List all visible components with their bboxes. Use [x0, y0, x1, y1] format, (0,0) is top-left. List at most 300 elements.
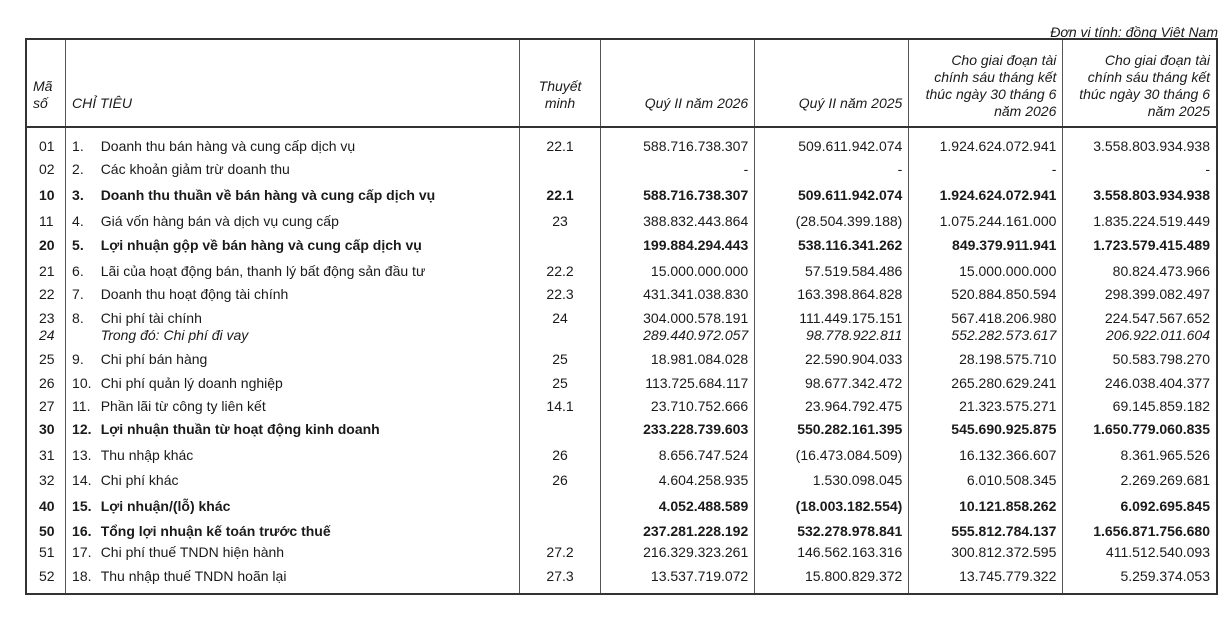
table-row	[26, 213, 1217, 237]
row-q2-2026-value: 4.052.488.589	[658, 498, 749, 514]
row-thuyet-minh	[519, 544, 600, 568]
row-label-value: Thu nhập thuế TNDN hoãn lại	[100, 568, 287, 584]
row-code	[26, 351, 66, 375]
row-h1-2026	[909, 286, 1063, 310]
row-h1-2026	[909, 351, 1063, 375]
row-q2-2025	[755, 310, 909, 351]
row-q2-2026	[601, 568, 755, 594]
row-q2-2026-value: 233.228.739.603	[643, 421, 749, 437]
row-label	[95, 237, 520, 263]
row-thuyet-minh	[519, 398, 600, 421]
row-h1-2025-value: 5.259.374.053	[1120, 568, 1210, 584]
row-thuyet-minh	[519, 568, 600, 594]
row-h1-2026-value: 1.924.624.072.941	[939, 138, 1057, 154]
row-thuyet-minh-value: 22.2	[546, 263, 574, 279]
row-h1-2026-value: -	[1051, 161, 1057, 177]
row-q2-2026-value: 431.341.038.830	[643, 286, 749, 302]
row-q2-2025	[755, 421, 909, 447]
row-code-value: 10	[39, 187, 55, 203]
row-q2-2026	[601, 263, 755, 286]
row-thuyet-minh-value: 25	[552, 375, 568, 391]
row-label	[95, 544, 520, 568]
row-thuyet-minh	[519, 472, 600, 498]
row-q2-2025	[755, 161, 909, 187]
header-q2-2025: Quý II năm 2025	[755, 39, 909, 127]
row-q2-2026	[601, 187, 755, 213]
row-q2-2026-value: 388.832.443.864	[643, 213, 749, 229]
row-h1-2025-value: 80.824.473.966	[1112, 263, 1210, 279]
row-q2-2025	[755, 447, 909, 472]
row-label-sub-value: Trong đó: Chi phí đi vay	[100, 327, 249, 343]
row-label	[95, 398, 520, 421]
row-label-value: Chi phí bán hàng	[100, 351, 208, 367]
row-number-value: 13.	[72, 447, 92, 463]
row-q2-2025	[755, 523, 909, 544]
row-h1-2025	[1063, 523, 1217, 544]
row-label	[95, 447, 520, 472]
row-q2-2025	[755, 375, 909, 398]
row-h1-2025-value: 246.038.404.377	[1104, 375, 1210, 391]
row-number	[66, 447, 95, 472]
row-q2-2026-value: 237.281.228.192	[643, 523, 749, 539]
row-number	[66, 213, 95, 237]
row-h1-2026	[909, 398, 1063, 421]
row-number-value: 15.	[72, 498, 92, 514]
row-h1-2026-value: 28.198.575.710	[959, 351, 1057, 367]
row-code-value: 11	[39, 213, 54, 229]
row-label	[95, 187, 520, 213]
row-number-value: 2.	[72, 161, 84, 177]
row-number	[66, 310, 95, 351]
unit-note: Đơn vị tính: đồng Việt Nam	[1050, 24, 1218, 40]
row-code	[26, 310, 66, 351]
row-q2-2025-value: 550.282.161.395	[797, 421, 903, 437]
row-label-value: Doanh thu bán hàng và cung cấp dịch vụ	[100, 138, 356, 154]
row-h1-2026-value: 555.812.784.137	[951, 523, 1057, 539]
row-h1-2026	[909, 544, 1063, 568]
row-code	[26, 498, 66, 523]
row-h1-2025	[1063, 127, 1217, 161]
row-h1-2026-sub-value: 552.282.573.617	[951, 327, 1057, 343]
row-number-value: 16.	[72, 523, 92, 539]
row-h1-2026-value: 520.884.850.594	[951, 286, 1057, 302]
row-h1-2025-value: 298.399.082.497	[1104, 286, 1210, 302]
row-q2-2026-value: 113.725.684.117	[645, 375, 749, 391]
row-number	[66, 498, 95, 523]
row-q2-2025-value: 538.116.341.262	[797, 237, 903, 253]
row-q2-2026-value: 18.981.084.028	[650, 351, 749, 367]
row-q2-2026-value: 304.000.578.191	[643, 310, 749, 326]
row-number-value: 10.	[72, 375, 92, 391]
row-q2-2026	[601, 498, 755, 523]
row-q2-2025-value: -	[897, 161, 903, 177]
row-q2-2026	[601, 127, 755, 161]
row-h1-2026-value: 567.418.206.980	[951, 310, 1057, 326]
row-h1-2025	[1063, 237, 1217, 263]
row-label	[95, 498, 520, 523]
row-code	[26, 544, 66, 568]
table-row	[26, 187, 1217, 213]
row-q2-2025-value: 532.278.978.841	[797, 523, 903, 539]
row-code	[26, 237, 66, 263]
row-h1-2025	[1063, 447, 1217, 472]
row-h1-2026-value: 16.132.366.607	[959, 447, 1057, 463]
row-q2-2025-value: 1.530.098.045	[812, 472, 903, 488]
row-label-value: Lãi của hoạt động bán, thanh lý bất động sản đầu tư	[100, 263, 426, 279]
row-thuyet-minh	[519, 375, 600, 398]
income-statement-table	[25, 38, 1218, 595]
header-h1-2025: Cho giai đoạn tài chính sáu tháng kết thúc ngày 30 tháng 6 năm 2025	[1063, 39, 1217, 127]
row-h1-2025	[1063, 286, 1217, 310]
row-h1-2026-value: 849.379.911.941	[952, 237, 1057, 253]
row-label	[95, 286, 520, 310]
row-code-value: 23	[39, 310, 55, 326]
row-code	[26, 213, 66, 237]
row-thuyet-minh	[519, 447, 600, 472]
header-row	[26, 39, 1217, 127]
row-q2-2026	[601, 161, 755, 187]
row-q2-2025-value: 98.677.342.472	[804, 375, 903, 391]
row-h1-2025	[1063, 544, 1217, 568]
row-thuyet-minh-value: 27.3	[546, 568, 574, 584]
row-h1-2025-value: 1.723.579.415.489	[1093, 237, 1210, 253]
row-h1-2026	[909, 568, 1063, 594]
row-number	[66, 523, 95, 544]
row-q2-2026	[601, 421, 755, 447]
row-h1-2026-value: 1.075.244.161.000	[939, 213, 1057, 229]
row-label	[95, 351, 520, 375]
row-code	[26, 421, 66, 447]
row-number-value: 17.	[72, 544, 92, 560]
row-thuyet-minh	[519, 127, 600, 161]
row-q2-2026-value: 588.716.738.307	[643, 138, 749, 154]
row-h1-2026	[909, 447, 1063, 472]
row-q2-2025-value: 15.800.829.372	[804, 568, 903, 584]
row-q2-2026-sub-value: 289.440.972.057	[643, 327, 749, 343]
row-q2-2025-value: (18.003.182.554)	[795, 498, 903, 514]
row-h1-2025-value: -	[1205, 161, 1210, 177]
row-label	[95, 213, 520, 237]
row-q2-2026	[601, 286, 755, 310]
row-q2-2025	[755, 187, 909, 213]
row-h1-2025	[1063, 161, 1217, 187]
row-label-value: Thu nhập khác	[100, 447, 194, 463]
header-code: Mã số	[26, 39, 66, 127]
row-h1-2025-value: 411.512.540.093	[1105, 544, 1210, 560]
row-q2-2026-value: 13.537.719.072	[650, 568, 749, 584]
row-code-value: 40	[39, 498, 55, 514]
row-thuyet-minh-value: 23	[552, 213, 568, 229]
header-q2-2026: Quý II năm 2026	[601, 39, 755, 127]
row-q2-2026	[601, 237, 755, 263]
row-number	[66, 375, 95, 398]
row-q2-2025-value: 57.519.584.486	[804, 263, 903, 279]
row-label-value: Chi phí thuế TNDN hiện hành	[100, 544, 285, 560]
row-code-value: 20	[39, 237, 55, 253]
row-code-value: 26	[39, 375, 55, 391]
row-thuyet-minh	[519, 286, 600, 310]
row-q2-2025	[755, 568, 909, 594]
row-h1-2026-value: 545.690.925.875	[951, 421, 1057, 437]
table-row	[26, 161, 1217, 187]
row-number	[66, 161, 95, 187]
table-row	[26, 127, 1217, 161]
row-q2-2025	[755, 263, 909, 286]
row-label	[95, 263, 520, 286]
row-q2-2026-value: 588.716.738.307	[643, 187, 749, 203]
row-h1-2026	[909, 375, 1063, 398]
row-thuyet-minh	[519, 310, 600, 351]
row-thuyet-minh-value: 14.1	[546, 398, 574, 414]
table-row	[26, 351, 1217, 375]
header-h1-2026: Cho giai đoạn tài chính sáu tháng kết thúc ngày 30 tháng 6 năm 2026	[909, 39, 1063, 127]
row-thuyet-minh-value: 26	[552, 472, 568, 488]
row-q2-2025-value: 163.398.864.828	[797, 286, 903, 302]
row-q2-2025-value: 23.964.792.475	[804, 398, 903, 414]
row-number-value: 6.	[72, 263, 84, 279]
row-code	[26, 187, 66, 213]
table-row	[26, 286, 1217, 310]
row-h1-2025	[1063, 375, 1217, 398]
row-code-value: 52	[39, 568, 55, 584]
row-number-value: 14.	[72, 472, 92, 488]
row-thuyet-minh-value: 24	[552, 310, 568, 326]
row-thuyet-minh-value: 22.1	[546, 187, 574, 203]
row-number-value: 7.	[72, 286, 84, 302]
row-q2-2025	[755, 472, 909, 498]
row-q2-2025-sub-value: 98.778.922.811	[806, 327, 903, 343]
row-code-value: 30	[39, 421, 55, 437]
row-label	[95, 310, 520, 351]
row-h1-2026-value: 15.000.000.000	[959, 263, 1057, 279]
row-number-value: 18.	[72, 568, 92, 584]
row-number-value: 1.	[72, 138, 84, 154]
table-row	[26, 447, 1217, 472]
row-h1-2026	[909, 523, 1063, 544]
row-h1-2025-value: 1.650.779.060.835	[1093, 421, 1210, 437]
row-h1-2025	[1063, 351, 1217, 375]
row-code	[26, 286, 66, 310]
row-label-value: Lợi nhuận gộp về bán hàng và cung cấp dịch vụ	[100, 237, 422, 253]
row-q2-2025	[755, 398, 909, 421]
row-h1-2025	[1063, 421, 1217, 447]
row-q2-2026	[601, 472, 755, 498]
row-code	[26, 127, 66, 161]
row-q2-2026-value: 216.329.323.261	[643, 544, 749, 560]
row-h1-2025	[1063, 213, 1217, 237]
row-q2-2025-value: 509.611.942.074	[797, 187, 903, 203]
row-h1-2026	[909, 187, 1063, 213]
row-q2-2026	[601, 213, 755, 237]
row-h1-2025-sub-value: 206.922.011.604	[1105, 327, 1210, 343]
row-code-value: 51	[39, 544, 55, 560]
row-q2-2026	[601, 310, 755, 351]
row-h1-2025-value: 69.145.859.182	[1112, 398, 1210, 414]
row-h1-2025	[1063, 568, 1217, 594]
row-label-value: Lợi nhuận thuần từ hoạt động kinh doanh	[100, 421, 380, 437]
table-row	[26, 421, 1217, 447]
row-thuyet-minh-value: 26	[552, 447, 568, 463]
row-number	[66, 544, 95, 568]
row-code-value: 21	[39, 263, 55, 279]
row-thuyet-minh	[519, 351, 600, 375]
row-code-value: 22	[39, 286, 55, 302]
row-thuyet-minh	[519, 263, 600, 286]
row-number	[66, 263, 95, 286]
row-number-value: 12.	[72, 421, 92, 437]
row-label	[95, 127, 520, 161]
row-h1-2025	[1063, 263, 1217, 286]
row-label-value: Chi phí khác	[100, 472, 179, 488]
row-q2-2025	[755, 544, 909, 568]
row-q2-2025-value: (16.473.084.509)	[795, 447, 903, 463]
table-row	[26, 472, 1217, 498]
row-q2-2026-value: 8.656.747.524	[658, 447, 749, 463]
row-h1-2025	[1063, 472, 1217, 498]
row-h1-2025	[1063, 310, 1217, 351]
row-code-value: 27	[39, 398, 55, 414]
row-h1-2025-value: 1.835.224.519.449	[1093, 213, 1210, 229]
row-q2-2025	[755, 498, 909, 523]
row-label-value: Doanh thu thuần về bán hàng và cung cấp dịch vụ	[100, 187, 436, 203]
table-row	[26, 398, 1217, 421]
row-q2-2026	[601, 544, 755, 568]
row-q2-2025	[755, 237, 909, 263]
row-number-value: 11.	[72, 398, 91, 414]
row-q2-2026	[601, 375, 755, 398]
row-h1-2025-value: 50.583.798.270	[1112, 351, 1210, 367]
row-h1-2025-value: 6.092.695.845	[1120, 498, 1210, 514]
row-number	[66, 398, 95, 421]
row-q2-2025-value: 22.590.904.033	[804, 351, 903, 367]
row-number-value: 8.	[72, 310, 84, 326]
row-thuyet-minh-value: 27.2	[546, 544, 574, 560]
table-row	[26, 498, 1217, 523]
row-label	[95, 568, 520, 594]
row-code	[26, 398, 66, 421]
row-h1-2026-value: 21.323.575.271	[959, 398, 1057, 414]
row-code-value: 01	[39, 138, 55, 154]
table-row	[26, 263, 1217, 286]
row-h1-2026	[909, 237, 1063, 263]
row-h1-2026	[909, 127, 1063, 161]
row-label	[95, 375, 520, 398]
row-h1-2026-value: 1.924.624.072.941	[939, 187, 1057, 203]
row-code-value: 32	[39, 472, 55, 488]
row-thuyet-minh	[519, 421, 600, 447]
row-code-value: 50	[39, 523, 55, 539]
row-thuyet-minh	[519, 213, 600, 237]
row-h1-2025	[1063, 498, 1217, 523]
row-thuyet-minh-value: 22.3	[546, 286, 574, 302]
row-q2-2026-value: 15.000.000.000	[650, 263, 749, 279]
row-h1-2025-value: 2.269.269.681	[1120, 472, 1210, 488]
row-thuyet-minh	[519, 161, 600, 187]
row-label-value: Các khoản giảm trừ doanh thu	[100, 161, 290, 177]
row-q2-2025	[755, 286, 909, 310]
table-row	[26, 523, 1217, 544]
row-number-value: 3.	[72, 187, 84, 203]
row-code-value: 31	[39, 447, 55, 463]
row-code	[26, 375, 66, 398]
row-label-value: Tổng lợi nhuận kế toán trước thuế	[100, 523, 331, 539]
row-code	[26, 472, 66, 498]
row-q2-2026	[601, 398, 755, 421]
row-code-value: 02	[39, 161, 55, 177]
row-thuyet-minh	[519, 523, 600, 544]
row-thuyet-minh	[519, 498, 600, 523]
row-code	[26, 161, 66, 187]
row-h1-2026	[909, 498, 1063, 523]
row-code	[26, 568, 66, 594]
row-q2-2025-value: 509.611.942.074	[798, 138, 903, 154]
row-h1-2026	[909, 421, 1063, 447]
header-chi-tieu: CHỈ TIÊU	[66, 39, 520, 127]
table-row	[26, 237, 1217, 263]
row-q2-2025	[755, 351, 909, 375]
row-label	[95, 421, 520, 447]
header-thuyet-minh: Thuyết minh	[519, 39, 600, 127]
row-label-value: Phần lãi từ công ty liên kết	[100, 398, 266, 414]
row-label	[95, 472, 520, 498]
row-q2-2026	[601, 523, 755, 544]
row-h1-2025-value: 224.547.567.652	[1104, 310, 1210, 326]
row-h1-2026-value: 6.010.508.345	[966, 472, 1057, 488]
row-q2-2025-value: 111.449.175.151	[799, 310, 903, 326]
row-number	[66, 127, 95, 161]
row-h1-2025	[1063, 398, 1217, 421]
row-label	[95, 523, 520, 544]
row-q2-2026-value: -	[743, 161, 749, 177]
row-h1-2025-value: 8.361.965.526	[1120, 447, 1210, 463]
row-thuyet-minh-value: 25	[552, 351, 568, 367]
table-row	[26, 375, 1217, 398]
row-q2-2026	[601, 447, 755, 472]
row-q2-2025-value: 146.562.163.316	[797, 544, 903, 560]
row-q2-2026-value: 23.710.752.666	[650, 398, 749, 414]
row-label-value: Lợi nhuận/(lỗ) khác	[100, 498, 231, 514]
row-label	[95, 161, 520, 187]
row-h1-2026	[909, 161, 1063, 187]
row-number	[66, 351, 95, 375]
row-number-value: 5.	[72, 237, 84, 253]
row-number	[66, 187, 95, 213]
row-q2-2025-value: (28.504.399.188)	[795, 213, 903, 229]
row-number	[66, 421, 95, 447]
row-number	[66, 286, 95, 310]
row-q2-2025	[755, 127, 909, 161]
row-q2-2026-value: 199.884.294.443	[643, 237, 749, 253]
row-h1-2025-value: 3.558.803.934.938	[1093, 138, 1210, 154]
row-h1-2026-value: 265.280.629.241	[951, 375, 1057, 391]
row-number-value: 4.	[72, 213, 84, 229]
row-code	[26, 263, 66, 286]
row-h1-2026-value: 10.121.858.262	[959, 498, 1057, 514]
row-label-value: Doanh thu hoạt động tài chính	[100, 286, 289, 302]
row-h1-2025-value: 3.558.803.934.938	[1093, 187, 1210, 203]
row-h1-2025	[1063, 187, 1217, 213]
table-row	[26, 544, 1217, 568]
row-number	[66, 237, 95, 263]
row-thuyet-minh	[519, 237, 600, 263]
row-h1-2026-value: 300.812.372.595	[951, 544, 1057, 560]
row-label-value: Giá vốn hàng bán và dịch vụ cung cấp	[100, 213, 339, 229]
row-label-value: Chi phí tài chính	[100, 310, 202, 326]
row-number	[66, 568, 95, 594]
row-code-value: 25	[39, 351, 55, 367]
row-h1-2026	[909, 213, 1063, 237]
row-number	[66, 472, 95, 498]
